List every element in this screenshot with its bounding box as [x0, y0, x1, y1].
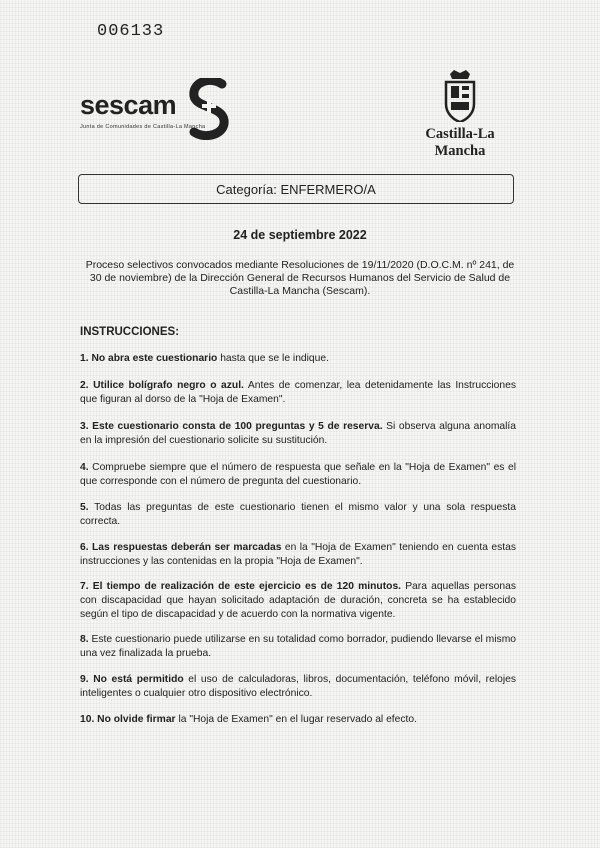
exam-date: 24 de septiembre 2022 — [233, 228, 367, 242]
instruction-item: 8. Este cuestionario puede utilizarse en su totalidad como borrador, pudiendo llevarse el mismo una vez finalizada la prueba. — [80, 634, 516, 659]
instruction-item: 9. No está permitido el uso de calculadoras, libros, documentación, teléfono móvil, relojes inteligentes o cualquier otro dispositivo electrónico. — [80, 674, 516, 699]
sescam-wordmark: sescam — [80, 90, 177, 120]
sescam-tagline: Junta de Comunidades de Castilla-La Mancha — [80, 124, 206, 130]
instruction-item: 4. Compruebe siempre que el número de respuesta que señale en la "Hoja de Examen" es el que corresponde con el número de pregunta del cuestionario. — [80, 462, 516, 487]
castilla-la-mancha-logo — [400, 70, 520, 159]
instruction-item: 6. Las respuestas deberán ser marcadas en la "Hoja de Examen" teniendo en cuenta estas instrucciones y las contenidas en la propia "Hoja de Examen". — [80, 542, 516, 567]
sescam-s-icon — [188, 78, 232, 140]
instruction-item: 5. Todas las preguntas de este cuestionario tienen el mismo valor y una sola respuesta correcta. — [80, 502, 516, 527]
castilla-la-mancha-wordmark: Castilla-La Mancha — [425, 126, 495, 159]
sescam-logo — [80, 78, 230, 140]
instruction-item: 10. No olvide firmar la "Hoja de Examen" en el lugar reservado al efecto. — [80, 714, 417, 725]
instruction-item: 7. El tiempo de realización de este ejercicio es de 120 minutos. Para aquellas personas con discapacidad que hayan solicitado adaptación de duración, concreta se ha establecido según el tipo de discapacidad y de acuerdo con la normativa vigente. — [80, 581, 516, 620]
intro-paragraph: Proceso selectivos convocados mediante Resoluciones de 19/11/2020 (D.O.C.M. nº 241, de 30 de noviembre) de la Dirección General de Recursos Humanos del Servicio de Salud de Castilla-La Mancha (Sescam). — [85, 259, 515, 297]
instruction-item: 3. Este cuestionario consta de 100 preguntas y 5 de reserva. Si observa alguna anomalía en la impresión del cuestionario solicite su sustitución. — [80, 421, 516, 446]
category-box — [78, 174, 514, 204]
category-label: Categoría: ENFERMERO/A — [216, 181, 376, 197]
instruction-item: 2. Utilice bolígrafo negro o azul. Antes de comenzar, lea detenidamente las Instrucciones que figuran al dorso de la "Hoja de Examen". — [80, 380, 516, 405]
instruction-item: 1. No abra este cuestionario hasta que se le indique. — [80, 353, 329, 364]
crest-icon — [440, 70, 480, 122]
instructions-title: INSTRUCCIONES: — [80, 326, 180, 338]
document-number: 006133 — [97, 22, 165, 41]
